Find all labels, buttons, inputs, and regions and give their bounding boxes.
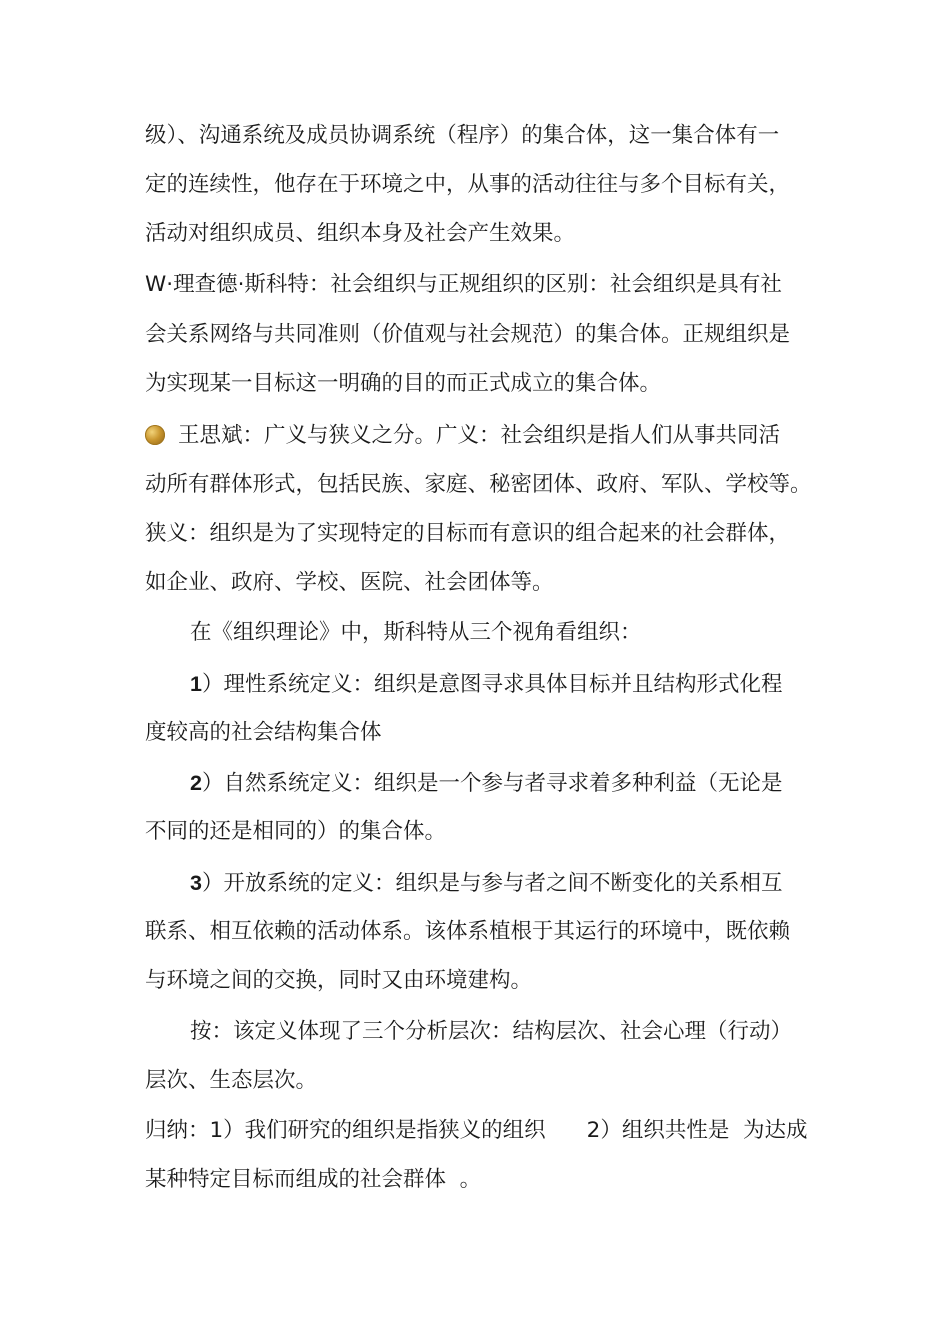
paragraph-line: 联系、相互依赖的活动体系。该体系植根于其运行的环境中，既依赖: [145, 919, 791, 944]
paragraph-line: 王思斌：广义与狭义之分。广义：社会组织是指人们从事共同活: [178, 423, 781, 448]
list-item-line: [190, 768, 782, 799]
paragraph-line: 活动对组织成员、组织本身及社会产生效果。: [145, 221, 576, 246]
gold-ball-bullet-icon: [145, 425, 165, 445]
paragraph-line: 如企业、政府、学校、医院、社会团体等。: [145, 570, 554, 595]
list-number: 1: [190, 672, 202, 696]
paragraph-line: 层次、生态层次。: [145, 1068, 318, 1093]
list-item-line: [190, 868, 782, 899]
paragraph-line: 不同的还是相同的）的集合体。: [145, 819, 447, 844]
list-item-line: [190, 669, 782, 700]
paragraph-line: 归纳：1）我们研究的组织是指狭义的组织 2）组织共性是 为达成: [145, 1118, 808, 1143]
paragraph-line: 狭义：组织是为了实现特定的目标而有意识的组合起来的社会群体，: [145, 521, 791, 546]
list-item-text: ）自然系统定义：组织是一个参与者寻求着多种利益（无论是: [201, 771, 783, 796]
paragraph-line: 按：该定义体现了三个分析层次：结构层次、社会心理（行动）: [190, 1019, 793, 1044]
paragraph-line: 定的连续性，他存在于环境之中，从事的活动往往与多个目标有关，: [145, 172, 791, 197]
list-number: 2: [190, 771, 202, 795]
paragraph-line: W·理查德·斯科特：社会组织与正规组织的区别：社会组织是具有社: [145, 272, 782, 297]
paragraph-line: 为实现某一目标这一明确的目的而正式成立的集合体。: [145, 371, 662, 396]
paragraph-line: 会关系网络与共同准则（价值观与社会规范）的集合体。正规组织是: [145, 322, 791, 347]
list-item-text: ）开放系统的定义：组织是与参与者之间不断变化的关系相互: [201, 871, 783, 896]
paragraph-line: 动所有群体形式，包括民族、家庭、秘密团体、政府、军队、学校等。: [145, 472, 812, 497]
list-item-text: ）理性系统定义：组织是意图寻求具体目标并且结构形式化程: [201, 672, 783, 697]
list-number: 3: [190, 871, 202, 895]
paragraph-line: 某种特定目标而组成的社会群体 。: [145, 1167, 482, 1192]
paragraph-line: 在《组织理论》中，斯科特从三个视角看组织：: [190, 620, 642, 645]
paragraph-line: 与环境之间的交换，同时又由环境建构。: [145, 968, 533, 993]
paragraph-line: 度较高的社会结构集合体: [145, 720, 382, 745]
paragraph-line: 级）、沟通系统及成员协调系统（程序）的集合体，这一集合体有一: [145, 123, 780, 148]
